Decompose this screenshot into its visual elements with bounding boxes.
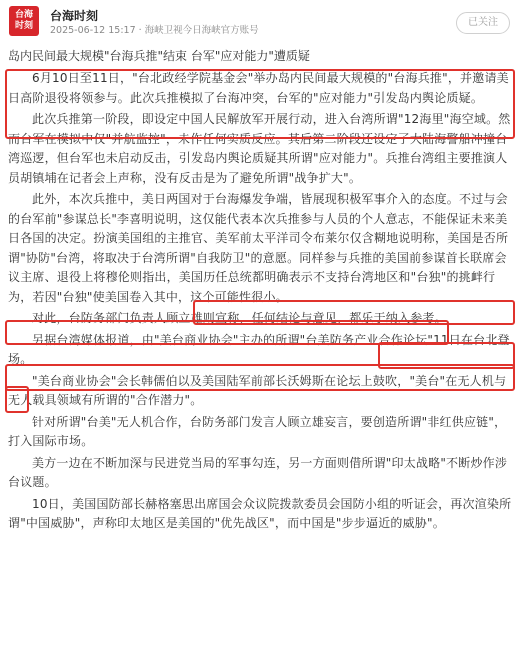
post-meta: 2025-06-12 15:17 · 海峡卫视今日海峡官方账号 xyxy=(50,25,259,36)
follow-button[interactable]: 已关注 xyxy=(456,12,510,34)
article-body xyxy=(8,48,514,536)
paragraph: 10日，美国国防部长赫格塞思出席国会众议院拨款委员会国防小组的听证会，再次渲染所谓"中国威胁"，声称印太地区是美国的"优先战区"，而中国是"步步逼近的威胁"。 xyxy=(8,496,512,530)
avatar-text-top: 台海 xyxy=(14,10,33,20)
paragraph: 此外，本次兵推中，美日两国对于台海爆发争端，皆展现积极军事介入的态度。不过与会的台军前"参谋总长"李喜明说明，这仅能代表本次兵推参与人员的个人意志，不能保证未来美日各国的决定。扮演美国组的主推官、美军前太平洋司令布莱尔仅含糊地说明称，美国是否所谓"协防"台湾，将取决于台湾所谓"自我防卫"的意愿。同样参与兵推的美国前参谋首长联席会议主席、退役上将穆伦则指出，美国历任总统都明确表示不支持台湾地区和"台独"的挑衅行为，若因"台独"使美国卷入其中，这个可能性很小。 xyxy=(8,192,509,304)
paragraph: 另据台湾媒体报道，由"美台商业协会"主办的所谓"台美防务产业合作论坛"11日在台北登场。 xyxy=(8,332,510,366)
article-title: 岛内民间最大规模"台海兵推"结束 台军"应对能力"遭质疑 xyxy=(8,49,310,63)
highlight-box xyxy=(5,364,515,391)
article-header xyxy=(0,0,520,36)
paragraph: 对此，台防务部门负责人顾立雄则宣称，任何结论与意见，都乐于纳入参考。 xyxy=(32,311,447,325)
highlight-box xyxy=(5,386,29,413)
paragraph: 此次兵推第一阶段，即设定中国人民解放军开展行动，进入台湾所谓"12海里"海空域。然而台军在模拟中仅"并航监控"，未作任何实质反应。其后第二阶段还设定了大陆海警船冲撞台湾巡逻，但台军也未启动反击，引发岛内舆论质疑其所谓"应对能力"。兵推台湾组主要推演人员胡镇埔在记者会上声称，没有反击是为了避免所谓"战争扩大"。 xyxy=(8,112,511,185)
paragraph: "美台商业协会"会长韩儒伯以及美国陆军前部长沃姆斯在论坛上鼓吹，"美台"在无人机与无人载具领域有所谓的"合作潜力"。 xyxy=(8,373,507,407)
account-name[interactable]: 台海时刻 xyxy=(50,9,99,23)
paragraph: 针对所谓"台美"无人机合作，台防务部门发言人顾立雄妄言，要创造所谓"非红供应链"，打入国际市场。 xyxy=(8,414,507,448)
avatar[interactable] xyxy=(9,6,39,36)
paragraph: 美方一边在不断加深与民进党当局的军事勾连，另一方面则借所谓"印太战略"不断炒作涉台议题。 xyxy=(8,455,508,489)
paragraph: 6月10日至11日，"台北政经学院基金会"举办岛内民间最大规模的"台海兵推"，并邀请美日高阶退役将领参与。此次兵推模拟了台海冲突，台军的"应对能力"引发岛内舆论质疑。 xyxy=(8,71,509,105)
avatar-text-bottom: 时刻 xyxy=(14,21,33,31)
